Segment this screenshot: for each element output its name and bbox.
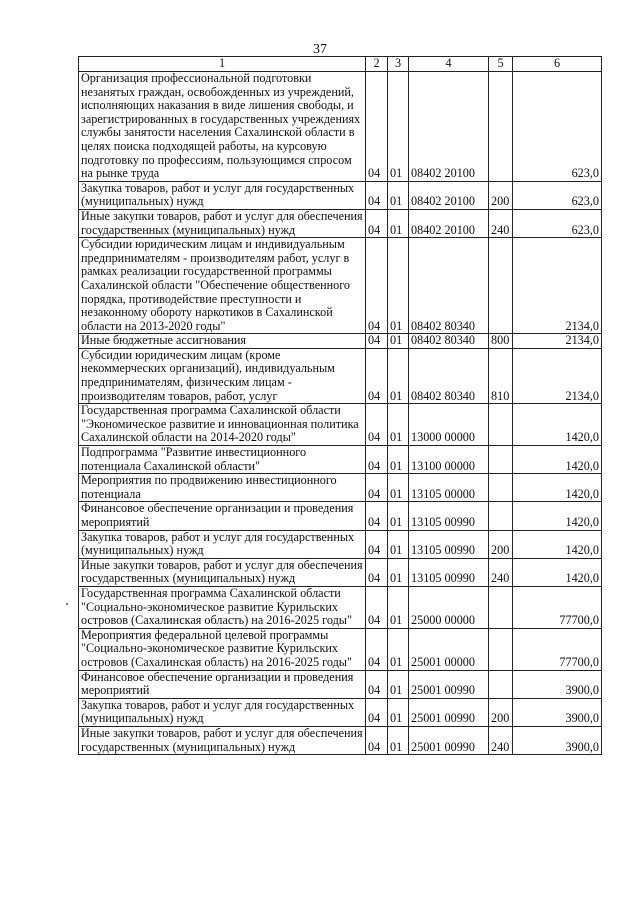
- row-amount: 1420,0: [513, 558, 602, 586]
- table-row: [79, 502, 602, 530]
- table-row: [79, 698, 602, 726]
- row-subsection: 01: [388, 530, 409, 558]
- row-target-article: 13105 00990: [409, 530, 489, 558]
- row-amount: 1420,0: [513, 446, 602, 474]
- row-target-article: 08402 20100: [409, 209, 489, 237]
- row-amount: 77700,0: [513, 586, 602, 628]
- row-section: 04: [366, 628, 388, 670]
- row-amount: 2134,0: [513, 348, 602, 403]
- col-header-4: 4: [409, 57, 489, 72]
- row-amount: 3900,0: [513, 698, 602, 726]
- table-row: [79, 586, 602, 628]
- page-number: 37: [313, 42, 327, 57]
- row-section: 04: [366, 474, 388, 502]
- row-expense-type: 240: [489, 209, 513, 237]
- row-section: 04: [366, 502, 388, 530]
- row-section: 04: [366, 334, 388, 349]
- row-description: Закупка товаров, работ и услуг для государственных (муниципальных) нужд: [79, 698, 366, 726]
- row-target-article: 25001 00990: [409, 698, 489, 726]
- row-target-article: 13105 00990: [409, 558, 489, 586]
- table-row: [79, 446, 602, 474]
- row-amount: 77700,0: [513, 628, 602, 670]
- row-expense-type: 240: [489, 558, 513, 586]
- table-row: [79, 670, 602, 698]
- row-target-article: 08402 20100: [409, 181, 489, 209]
- col-header-3: 3: [388, 57, 409, 72]
- table-row: [79, 238, 602, 334]
- table-row: [79, 404, 602, 446]
- row-expense-type: 200: [489, 181, 513, 209]
- row-description: Государственная программа Сахалинской области "Социально-экономическое развитие Курильских островов (Сахалинская область) на 2016-2025 годы": [79, 586, 366, 628]
- table-row: [79, 72, 602, 182]
- row-section: 04: [366, 670, 388, 698]
- table-row: [79, 181, 602, 209]
- row-target-article: 08402 80340: [409, 334, 489, 349]
- row-description: Субсидии юридическим лицам и индивидуальным предпринимателям - производителям работ, услуг в рамках реализации государственной программы Сахалинской области "Обеспечение общественного порядка, противодействие преступности и незаконному обороту наркотиков в Сахалинской области на 2013-2020 годы": [79, 238, 366, 334]
- row-expense-type: 200: [489, 698, 513, 726]
- row-subsection: 01: [388, 404, 409, 446]
- row-section: 04: [366, 558, 388, 586]
- table-row: [79, 348, 602, 403]
- row-section: 04: [366, 530, 388, 558]
- budget-table: [78, 56, 602, 755]
- row-expense-type: [489, 474, 513, 502]
- row-target-article: 13100 00000: [409, 446, 489, 474]
- row-expense-type: [489, 502, 513, 530]
- row-section: 04: [366, 72, 388, 182]
- row-amount: 623,0: [513, 72, 602, 182]
- row-description: Государственная программа Сахалинской области "Экономическое развитие и инновационная политика Сахалинской области на 2014-2020 годы": [79, 404, 366, 446]
- row-amount: 1420,0: [513, 474, 602, 502]
- row-expense-type: [489, 670, 513, 698]
- row-section: 04: [366, 586, 388, 628]
- row-target-article: 25001 00000: [409, 628, 489, 670]
- table-row: [79, 334, 602, 349]
- row-subsection: 01: [388, 72, 409, 182]
- row-description: Иные закупки товаров, работ и услуг для обеспечения государственных (муниципальных) нужд: [79, 558, 366, 586]
- row-section: 04: [366, 209, 388, 237]
- row-section: 04: [366, 181, 388, 209]
- row-amount: 1420,0: [513, 502, 602, 530]
- row-amount: 2134,0: [513, 334, 602, 349]
- table-row: [79, 558, 602, 586]
- row-expense-type: [489, 628, 513, 670]
- row-amount: 3900,0: [513, 726, 602, 754]
- row-description: Иные закупки товаров, работ и услуг для обеспечения государственных (муниципальных) нужд: [79, 209, 366, 237]
- row-subsection: 01: [388, 558, 409, 586]
- row-description: Иные бюджетные ассигнования: [79, 334, 366, 349]
- row-subsection: 01: [388, 238, 409, 334]
- table-row: [79, 628, 602, 670]
- row-description: Организация профессиональной подготовки незанятых граждан, освобожденных из учреждений, исполняющих наказания в виде лишения свободы, и зарегистрированных в государственных учреждениях службы занятости населения Сахалинской области в целях поиска подходящей работы, на курсовую подготовку по профессиям, пользующимся спросом на рынке труда: [79, 72, 366, 182]
- row-expense-type: [489, 446, 513, 474]
- row-expense-type: [489, 72, 513, 182]
- row-target-article: 13105 00000: [409, 474, 489, 502]
- row-expense-type: 200: [489, 530, 513, 558]
- row-subsection: 01: [388, 209, 409, 237]
- row-subsection: 01: [388, 348, 409, 403]
- row-description: Закупка товаров, работ и услуг для государственных (муниципальных) нужд: [79, 181, 366, 209]
- table-row: [79, 474, 602, 502]
- col-header-2: 2: [366, 57, 388, 72]
- header-row: [79, 57, 602, 72]
- row-target-article: 08402 80340: [409, 238, 489, 334]
- row-target-article: 25001 00990: [409, 670, 489, 698]
- col-header-5: 5: [489, 57, 513, 72]
- row-subsection: 01: [388, 334, 409, 349]
- row-section: 04: [366, 238, 388, 334]
- row-target-article: 25000 00000: [409, 586, 489, 628]
- row-expense-type: 240: [489, 726, 513, 754]
- row-subsection: 01: [388, 670, 409, 698]
- table-row: [79, 530, 602, 558]
- row-section: 04: [366, 726, 388, 754]
- row-amount: 1420,0: [513, 530, 602, 558]
- table-row: [79, 209, 602, 237]
- row-target-article: 13000 00000: [409, 404, 489, 446]
- row-description: Мероприятия федеральной целевой программы "Социально-экономическое развитие Курильских островов (Сахалинская область) на 2016-2025 годы": [79, 628, 366, 670]
- row-section: 04: [366, 446, 388, 474]
- row-amount: 1420,0: [513, 404, 602, 446]
- row-description: Закупка товаров, работ и услуг для государственных (муниципальных) нужд: [79, 530, 366, 558]
- row-description: Финансовое обеспечение организации и проведения мероприятий: [79, 670, 366, 698]
- row-subsection: 01: [388, 502, 409, 530]
- row-section: 04: [366, 348, 388, 403]
- row-amount: 3900,0: [513, 670, 602, 698]
- row-section: 04: [366, 404, 388, 446]
- row-expense-type: 800: [489, 334, 513, 349]
- row-description: Финансовое обеспечение организации и проведения мероприятий: [79, 502, 366, 530]
- row-target-article: 13105 00990: [409, 502, 489, 530]
- col-header-6: 6: [513, 57, 602, 72]
- col-header-1: 1: [79, 57, 366, 72]
- row-subsection: 01: [388, 474, 409, 502]
- row-amount: 2134,0: [513, 238, 602, 334]
- row-target-article: 08402 20100: [409, 72, 489, 182]
- row-expense-type: 810: [489, 348, 513, 403]
- row-description: Подпрограмма "Развитие инвестиционного потенциала Сахалинской области": [79, 446, 366, 474]
- row-expense-type: [489, 404, 513, 446]
- row-amount: 623,0: [513, 209, 602, 237]
- row-expense-type: [489, 586, 513, 628]
- row-subsection: 01: [388, 628, 409, 670]
- row-target-article: 08402 80340: [409, 348, 489, 403]
- row-subsection: 01: [388, 446, 409, 474]
- table-body: [79, 72, 602, 755]
- row-description: Мероприятия по продвижению инвестиционного потенциала: [79, 474, 366, 502]
- row-description: Иные закупки товаров, работ и услуг для обеспечения государственных (муниципальных) нужд: [79, 726, 366, 754]
- row-subsection: 01: [388, 726, 409, 754]
- row-section: 04: [366, 698, 388, 726]
- row-description: Субсидии юридическим лицам (кроме некоммерческих организаций), индивидуальным предпринимателям, физическим лицам - производителям товаров, работ, услуг: [79, 348, 366, 403]
- row-subsection: 01: [388, 181, 409, 209]
- table-row: [79, 726, 602, 754]
- row-subsection: 01: [388, 698, 409, 726]
- row-target-article: 25001 00990: [409, 726, 489, 754]
- row-expense-type: [489, 238, 513, 334]
- row-subsection: 01: [388, 586, 409, 628]
- row-amount: 623,0: [513, 181, 602, 209]
- scan-speck: [66, 603, 68, 605]
